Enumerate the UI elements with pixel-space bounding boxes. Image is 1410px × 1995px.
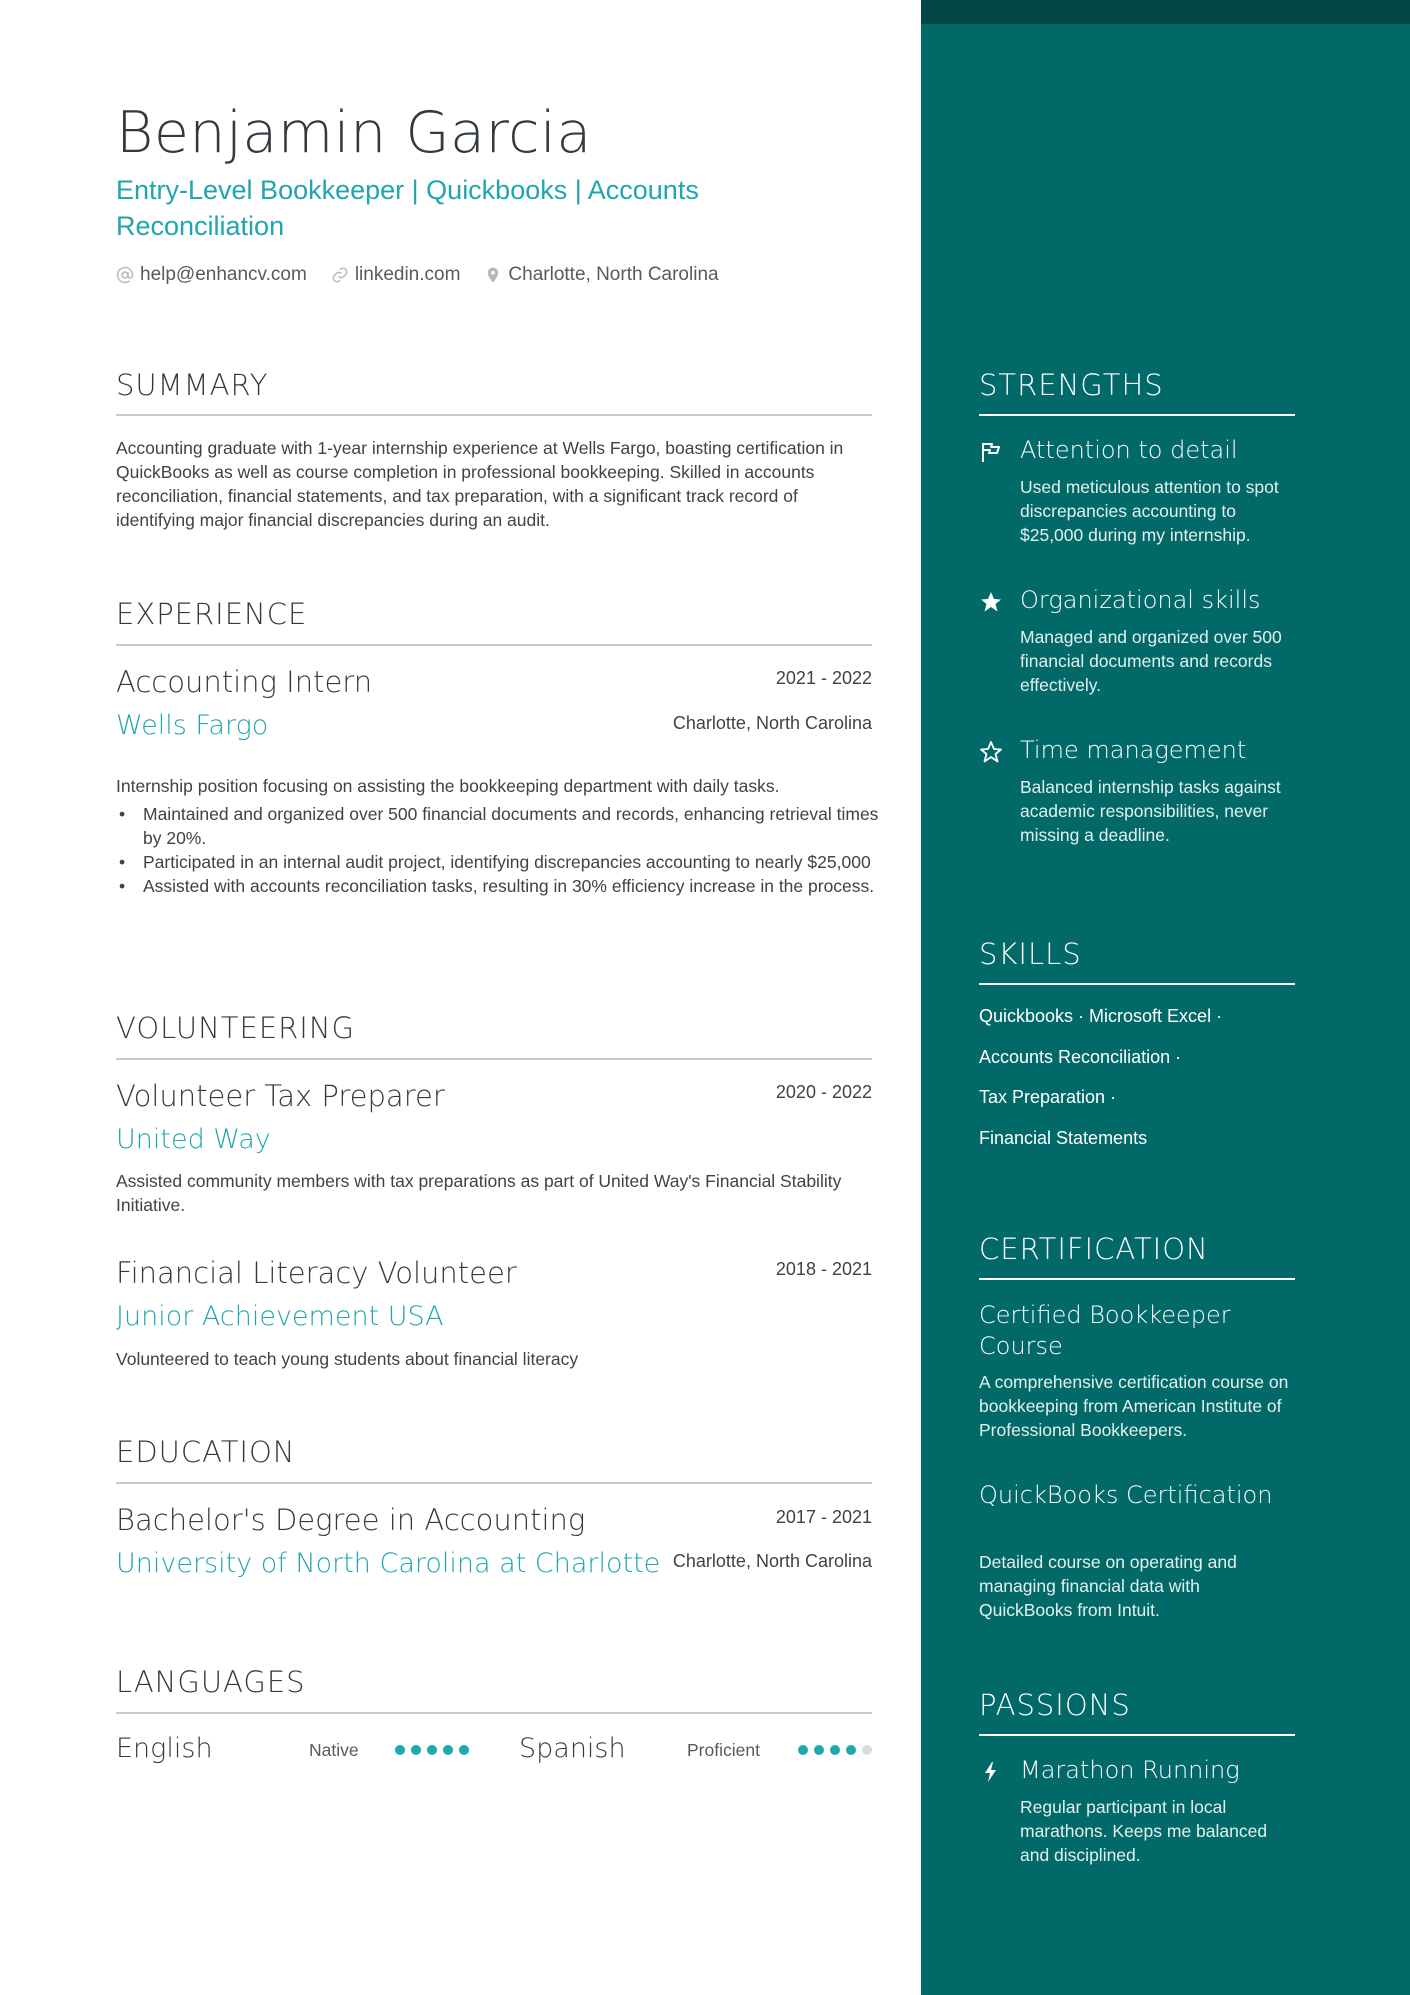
certification-title-1: Certified Bookkeeper Course [979,1301,1231,1360]
passions-title: PASSIONS [979,1688,1131,1722]
skills-line-2: Accounts Reconciliation · [979,1047,1182,1067]
contact-location [484,264,718,286]
education-degree: Bachelor's Degree in Accounting [116,1503,586,1537]
summary-divider [116,414,872,416]
education-title: EDUCATION [116,1435,296,1469]
bullet-item: • Participated in an internal audit project, identifying discrepancies accounting to nearly $25,000 [143,850,899,874]
strength-title-2: Organizational skills [1020,586,1261,614]
skills-title: SKILLS [979,937,1082,971]
language-level-english: Native [309,1740,359,1760]
languages-title: LANGUAGES [116,1665,306,1699]
rating-dot-filled [395,1745,405,1755]
experience-dates: 2021 - 2022 [775,668,872,688]
skills-line-3: Tax Preparation · [979,1087,1117,1107]
volunteer-description-1: Assisted community members with tax preparations as part of United Way's Financial Stability Initiative. [116,1171,842,1215]
headline: Entry-Level Bookkeeper | Quickbooks | Accounts Reconciliation [116,175,699,241]
strengths-title: STRENGTHS [979,368,1164,402]
location-text: Charlotte, North Carolina [508,264,719,285]
strengths-divider [979,414,1295,416]
education-dates: 2017 - 2021 [775,1507,872,1527]
education-divider [116,1482,872,1484]
candidate-name: Benjamin Garcia [116,100,592,166]
bullet-item: • Assisted with accounts reconciliation tasks, resulting in 30% efficiency increase in the process. [143,874,899,898]
language-level-spanish: Proficient [687,1740,760,1760]
skills-divider [979,983,1295,985]
strength-text-2: Managed and organized over 500 financial documents and records effectively. [1020,627,1282,695]
star-outline-icon [979,740,1003,764]
passion-title-1: Marathon Running [1020,1756,1240,1784]
bullet-item: • Maintained and organized over 500 financial documents and records, enhancing retrieval times by 20%. [143,802,899,850]
experience-bullets [116,802,899,898]
education-school[interactable]: University of North Carolina at Charlotte [116,1548,661,1579]
sidebar-top-bar [921,0,1410,24]
summary-title: SUMMARY [116,368,269,402]
rating-dot-filled [814,1745,824,1755]
experience-role: Accounting Intern [116,665,373,699]
strength-title-1: Attention to detail [1020,436,1238,464]
volunteer-org-2[interactable]: Junior Achievement USA [116,1301,444,1332]
rating-dot-filled [798,1745,808,1755]
volunteer-dates-2: 2018 - 2021 [775,1259,872,1279]
flag-icon [979,440,1003,464]
website-text: linkedin.com [354,264,461,285]
language-rating-spanish [798,1745,872,1755]
rating-dot-filled [830,1745,840,1755]
skills-line-4: Financial Statements [979,1128,1148,1148]
volunteer-dates-1: 2020 - 2022 [775,1082,872,1102]
strength-text-3: Balanced internship tasks against academic responsibilities, never missing a deadline. [1020,777,1281,845]
certification-title: CERTIFICATION [979,1232,1209,1266]
education-location: Charlotte, North Carolina [672,1551,872,1571]
rating-dot-filled [443,1745,453,1755]
email-text: help@enhancv.com [140,264,307,285]
rating-dot-filled [846,1745,856,1755]
volunteer-description-2: Volunteered to teach young students about financial literacy [116,1349,579,1369]
volunteer-role-2: Financial Literacy Volunteer [116,1256,517,1290]
experience-location: Charlotte, North Carolina [672,713,872,733]
experience-title: EXPERIENCE [116,597,308,631]
experience-org[interactable]: Wells Fargo [116,710,269,741]
volunteering-title: VOLUNTEERING [116,1011,356,1045]
contact-bar [116,264,719,286]
contact-email[interactable] [116,264,307,286]
certification-text-1: A comprehensive certification course on bookkeeping from American Institute of Professional Bookkeepers. [979,1372,1289,1440]
location-pin-icon [484,266,502,284]
language-name-spanish: Spanish [519,1733,626,1764]
passion-text-1: Regular participant in local marathons. Keeps me balanced and disciplined. [1020,1797,1268,1865]
rating-dot-empty [862,1745,872,1755]
certification-text-2: Detailed course on operating and managing financial data with QuickBooks from Intuit. [979,1552,1237,1620]
certification-title-2: QuickBooks Certification [979,1481,1273,1509]
rating-dot-filled [459,1745,469,1755]
rating-dot-filled [427,1745,437,1755]
languages-divider [116,1712,872,1714]
passions-divider [979,1734,1295,1736]
strength-title-3: Time management [1020,736,1247,764]
link-icon [331,266,349,284]
summary-text: Accounting graduate with 1-year internship experience at Wells Fargo, boasting certification in QuickBooks as well as course completion in professional bookkeeping. Skilled in accounts reconciliation, financial statements, and tax preparation, with a significant track record of identifying major financial discrepancies during an audit. [116,438,844,530]
volunteer-role-1: Volunteer Tax Preparer [116,1079,445,1113]
strength-text-1: Used meticulous attention to spot discrepancies accounting to $25,000 during my internship. [1020,477,1279,545]
lightning-icon [979,1760,1003,1784]
rating-dot-filled [411,1745,421,1755]
language-rating-english [395,1745,469,1755]
at-icon [116,266,134,284]
contact-website[interactable] [331,264,461,286]
certification-divider [979,1278,1295,1280]
experience-description: Internship position focusing on assisting the bookkeeping department with daily tasks. [116,776,780,796]
language-name-english: English [116,1733,213,1764]
volunteer-org-1[interactable]: United Way [116,1124,271,1155]
star-filled-icon [979,590,1003,614]
skills-line-1: Quickbooks · Microsoft Excel · [979,1006,1223,1026]
experience-divider [116,644,872,646]
volunteering-divider [116,1058,872,1060]
